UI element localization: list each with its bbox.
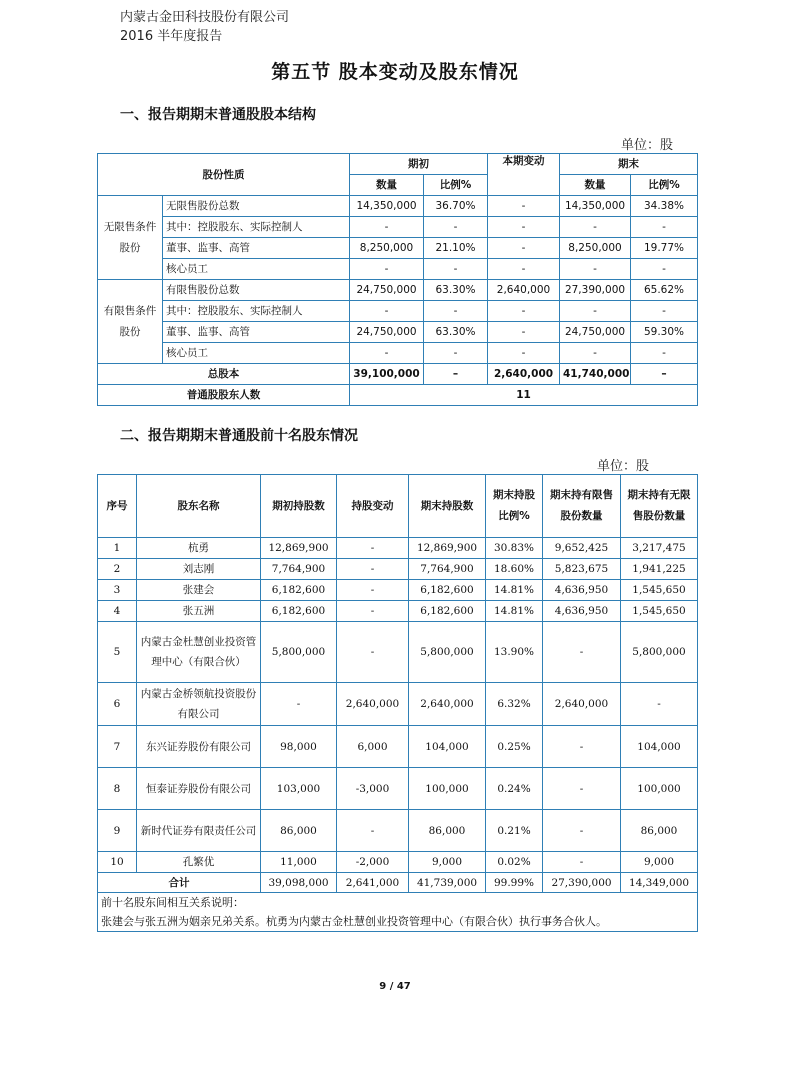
cell: 0.24% <box>486 768 543 810</box>
table-row <box>98 238 698 259</box>
cell: - <box>350 217 424 238</box>
note-row <box>98 893 698 932</box>
cell: - <box>560 301 631 322</box>
cell: - <box>543 726 621 768</box>
cell: 41,739,000 <box>409 873 486 893</box>
cell: 99.99% <box>486 873 543 893</box>
cell: - <box>631 259 698 280</box>
cell: 14.81% <box>486 601 543 622</box>
cell: 12,869,900 <box>261 538 337 559</box>
total-row <box>98 873 698 893</box>
cell: - <box>424 217 488 238</box>
table-row <box>98 343 698 364</box>
cell: 0.02% <box>486 852 543 873</box>
table-row <box>98 726 698 768</box>
cell: - <box>560 217 631 238</box>
report-name: 2016 半年度报告 <box>120 29 223 44</box>
cell: - <box>337 601 409 622</box>
cell: 3,217,475 <box>621 538 698 559</box>
cell: 39,100,000 <box>350 364 424 385</box>
table-row <box>98 280 698 301</box>
cell: 19.77% <box>631 238 698 259</box>
row-label: 无限售股份总数 <box>163 196 350 217</box>
cell: - <box>543 622 621 683</box>
header-begin-ratio: 比例% <box>424 175 488 196</box>
cell: - <box>488 217 560 238</box>
cell: - <box>337 810 409 852</box>
header-begin-qty: 数量 <box>350 175 424 196</box>
table-row <box>98 196 698 217</box>
cell: 2,640,000 <box>337 683 409 726</box>
cell: 27,390,000 <box>560 280 631 301</box>
shareholder-name: 恒泰证券股份有限公司 <box>137 768 261 810</box>
cell: 63.30% <box>424 280 488 301</box>
cell: - <box>560 259 631 280</box>
cell: 10 <box>98 852 137 873</box>
cell: 1,545,650 <box>621 580 698 601</box>
cell: - <box>350 301 424 322</box>
shareholder-name: 东兴证券股份有限公司 <box>137 726 261 768</box>
cell: 6 <box>98 683 137 726</box>
cell: 8 <box>98 768 137 810</box>
header-cell: 期初持股数 <box>261 475 337 538</box>
cell: - <box>631 343 698 364</box>
cell: 24,750,000 <box>350 280 424 301</box>
header-nature: 股份性质 <box>98 154 350 196</box>
group-unrestricted: 无限售条件股份 <box>98 196 163 280</box>
cell: 86,000 <box>409 810 486 852</box>
cell: 6,182,600 <box>409 580 486 601</box>
cell: 2,640,000 <box>409 683 486 726</box>
cell: 0.21% <box>486 810 543 852</box>
cell: - <box>543 768 621 810</box>
company-name: 内蒙古金田科技股份有限公司 <box>120 10 290 25</box>
header-change: 本期变动 <box>488 154 560 196</box>
table-row <box>98 322 698 343</box>
cell: 39,098,000 <box>261 873 337 893</box>
cell: - <box>337 580 409 601</box>
header-cell: 期末持有限售股份数量 <box>543 475 621 538</box>
note-text: 张建会与张五洲为姻亲兄弟关系。杭勇为内蒙古金杜慧创业投资管理中心（有限合伙）执行事务合伙人。 <box>101 915 607 928</box>
cell: 2,640,000 <box>488 280 560 301</box>
cell: 4,636,950 <box>543 601 621 622</box>
cell: 9,000 <box>621 852 698 873</box>
cell: 5,800,000 <box>409 622 486 683</box>
total-row <box>98 364 698 385</box>
shareholder-name: 新时代证券有限责任公司 <box>137 810 261 852</box>
cell: 7 <box>98 726 137 768</box>
cell: 41,740,000 <box>560 364 631 385</box>
cell: 1 <box>98 538 137 559</box>
header-begin: 期初 <box>350 154 488 175</box>
cell: -2,000 <box>337 852 409 873</box>
cell: 100,000 <box>409 768 486 810</box>
header-end-ratio: 比例% <box>631 175 698 196</box>
cell: 9,000 <box>409 852 486 873</box>
section1-unit: 单位：股 <box>621 138 674 153</box>
cell: - <box>621 683 698 726</box>
table-row <box>98 259 698 280</box>
cell: 8,250,000 <box>560 238 631 259</box>
cell: 5,800,000 <box>261 622 337 683</box>
section1-heading: 一、报告期期末普通股股本结构 <box>120 107 316 123</box>
section2-heading: 二、报告期期末普通股前十名股东情况 <box>120 428 358 444</box>
header-end: 期末 <box>560 154 698 175</box>
cell: 13.90% <box>486 622 543 683</box>
cell: 63.30% <box>424 322 488 343</box>
header-cell: 持股变动 <box>337 475 409 538</box>
cell: - <box>631 301 698 322</box>
table-row <box>98 810 698 852</box>
cell: – <box>424 364 488 385</box>
cell: - <box>488 343 560 364</box>
row-label: 董事、监事、高管 <box>163 322 350 343</box>
cell: - <box>424 301 488 322</box>
cell: 103,000 <box>261 768 337 810</box>
cell: - <box>488 196 560 217</box>
cell: 14,349,000 <box>621 873 698 893</box>
cell: 5,823,675 <box>543 559 621 580</box>
shareholder-name: 孔繁优 <box>137 852 261 873</box>
shareholder-name: 刘志刚 <box>137 559 261 580</box>
cell: 59.30% <box>631 322 698 343</box>
header-row <box>98 475 698 538</box>
cell: 6,182,600 <box>261 601 337 622</box>
shareholder-name: 内蒙古金桥领航投资股份有限公司 <box>137 683 261 726</box>
cell: 2 <box>98 559 137 580</box>
table-row <box>98 538 698 559</box>
row-label: 董事、监事、高管 <box>163 238 350 259</box>
holders-value: 11 <box>350 385 698 406</box>
cell: - <box>424 259 488 280</box>
cell: 2,640,000 <box>543 683 621 726</box>
cell: 36.70% <box>424 196 488 217</box>
section-title: 第五节 股本变动及股东情况 <box>271 61 519 83</box>
cell: 2,641,000 <box>337 873 409 893</box>
cell: 98,000 <box>261 726 337 768</box>
table-row <box>98 559 698 580</box>
total-label: 合计 <box>98 873 261 893</box>
cell: 2,640,000 <box>488 364 560 385</box>
shareholder-name: 张五洲 <box>137 601 261 622</box>
header-cell: 期末持股比例% <box>486 475 543 538</box>
cell: - <box>488 238 560 259</box>
cell: 3 <box>98 580 137 601</box>
cell: - <box>488 259 560 280</box>
note-title: 前十名股东间相互关系说明： <box>101 896 244 909</box>
cell: 86,000 <box>261 810 337 852</box>
cell: - <box>488 301 560 322</box>
cell: - <box>488 322 560 343</box>
cell: 0.25% <box>486 726 543 768</box>
cell: 24,750,000 <box>350 322 424 343</box>
cell: 14.81% <box>486 580 543 601</box>
header-cell: 股东名称 <box>137 475 261 538</box>
row-label: 其中：控股股东、实际控制人 <box>163 301 350 322</box>
table-row <box>98 580 698 601</box>
cell: 18.60% <box>486 559 543 580</box>
table-row <box>98 852 698 873</box>
header-cell: 期末持有无限售股份数量 <box>621 475 698 538</box>
cell: 86,000 <box>621 810 698 852</box>
share-structure-table <box>97 153 698 406</box>
cell: 4,636,950 <box>543 580 621 601</box>
cell: 27,390,000 <box>543 873 621 893</box>
holders-label: 普通股股东人数 <box>98 385 350 406</box>
cell: - <box>350 259 424 280</box>
section2-unit: 单位：股 <box>597 459 650 474</box>
cell: 6,000 <box>337 726 409 768</box>
cell: -3,000 <box>337 768 409 810</box>
row-label: 核心员工 <box>163 259 350 280</box>
cell: 24,750,000 <box>560 322 631 343</box>
cell: - <box>543 852 621 873</box>
holders-row <box>98 385 698 406</box>
cell: 9,652,425 <box>543 538 621 559</box>
header-cell: 期末持股数 <box>409 475 486 538</box>
cell: 1,545,650 <box>621 601 698 622</box>
header-cell: 序号 <box>98 475 137 538</box>
cell: 6,182,600 <box>261 580 337 601</box>
table-row <box>98 622 698 683</box>
cell: 12,869,900 <box>409 538 486 559</box>
relationship-note <box>98 893 698 932</box>
cell: 5,800,000 <box>621 622 698 683</box>
total-label: 总股本 <box>98 364 350 385</box>
table-row <box>98 601 698 622</box>
cell: – <box>631 364 698 385</box>
cell: - <box>261 683 337 726</box>
shareholder-name: 张建会 <box>137 580 261 601</box>
cell: 6.32% <box>486 683 543 726</box>
cell: 9 <box>98 810 137 852</box>
cell: 104,000 <box>409 726 486 768</box>
table-row <box>98 301 698 322</box>
cell: - <box>337 622 409 683</box>
top-ten-shareholders-table <box>97 474 698 932</box>
cell: 5 <box>98 622 137 683</box>
table-row <box>98 217 698 238</box>
cell: 65.62% <box>631 280 698 301</box>
group-restricted: 有限售条件股份 <box>98 280 163 364</box>
cell: 6,182,600 <box>409 601 486 622</box>
table-row <box>98 683 698 726</box>
cell: - <box>631 217 698 238</box>
cell: - <box>350 343 424 364</box>
cell: 14,350,000 <box>350 196 424 217</box>
shareholder-name: 内蒙古金杜慧创业投资管理中心（有限合伙） <box>137 622 261 683</box>
cell: 7,764,900 <box>409 559 486 580</box>
cell: 7,764,900 <box>261 559 337 580</box>
row-label: 其中：控股股东、实际控制人 <box>163 217 350 238</box>
cell: 1,941,225 <box>621 559 698 580</box>
shareholder-name: 杭勇 <box>137 538 261 559</box>
cell: 30.83% <box>486 538 543 559</box>
cell: 8,250,000 <box>350 238 424 259</box>
cell: - <box>424 343 488 364</box>
cell: 100,000 <box>621 768 698 810</box>
cell: 4 <box>98 601 137 622</box>
row-label: 有限售股份总数 <box>163 280 350 301</box>
cell: 11,000 <box>261 852 337 873</box>
cell: 34.38% <box>631 196 698 217</box>
page-number: 9 / 47 <box>379 981 411 992</box>
cell: 21.10% <box>424 238 488 259</box>
cell: - <box>560 343 631 364</box>
cell: - <box>337 559 409 580</box>
cell: - <box>543 810 621 852</box>
cell: 14,350,000 <box>560 196 631 217</box>
header-end-qty: 数量 <box>560 175 631 196</box>
cell: 104,000 <box>621 726 698 768</box>
table-row <box>98 768 698 810</box>
page-header <box>120 8 289 46</box>
row-label: 核心员工 <box>163 343 350 364</box>
cell: - <box>337 538 409 559</box>
